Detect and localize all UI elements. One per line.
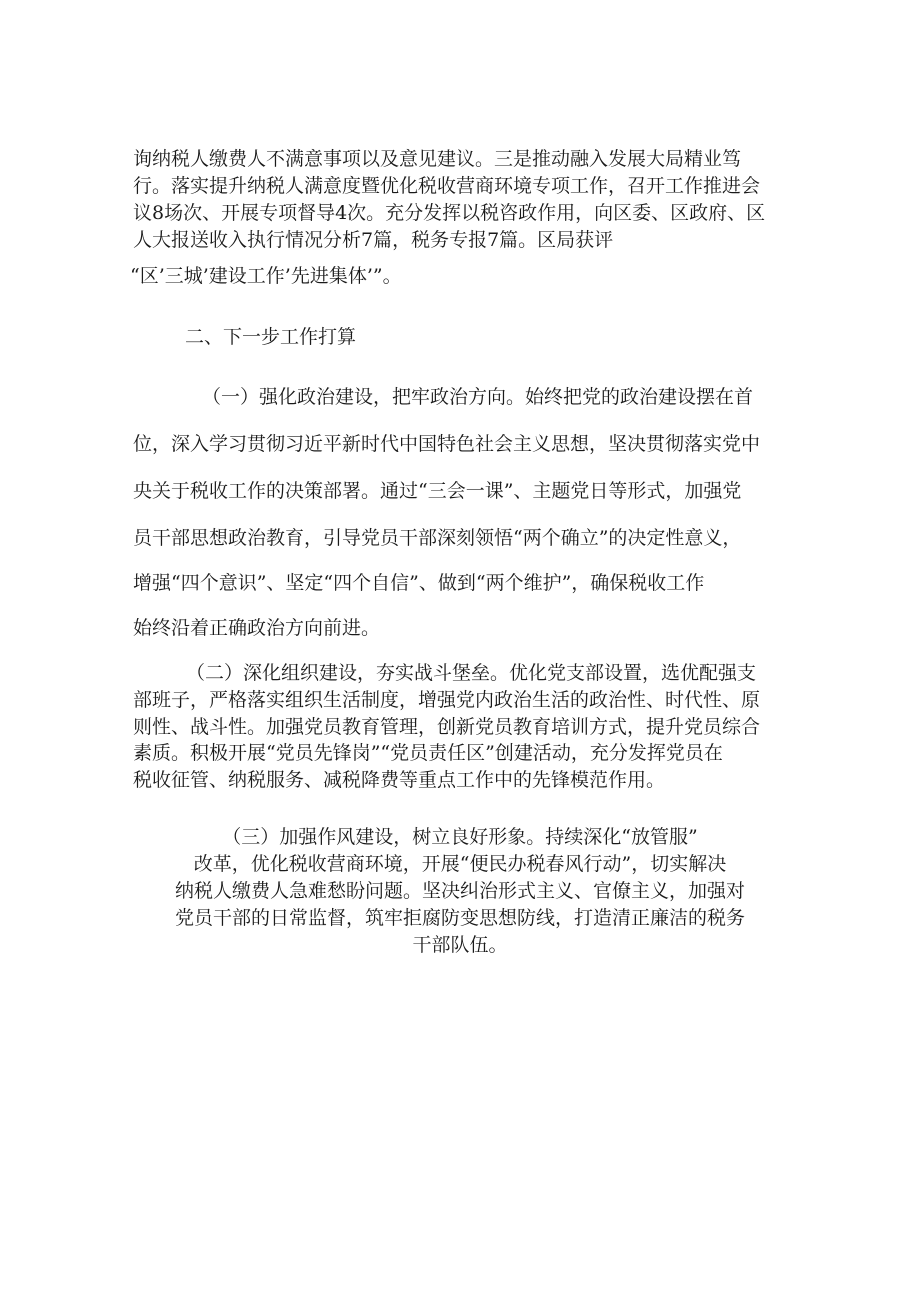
intro-line-3: 议8场次、开展专项督导4次。充分发挥以税咨政作用，向区委、区政府、区 xyxy=(133,202,766,224)
intro-line-2: 行。落实提升纳税人满意度暨优化税收营商环境专项工作，召开工作推进会 xyxy=(133,175,761,197)
section3-line-4: 党员干部的日常监督，筑牢拒腐防变思想防线，打造清正廉洁的税务 xyxy=(174,907,745,929)
section3-line-5: 干部队伍。 xyxy=(412,934,508,956)
intro-line-5: “区’三城’建设工作’先进集体’”。 xyxy=(130,265,402,287)
section2-line-3: 则性、战斗性。加强党员教育管理，创新党员教育培训方式，提升党员综合 xyxy=(133,716,761,738)
section2-line-2: 部班子，严格落实组织生活制度，增强党内政治生活的政治性、时代性、原 xyxy=(133,689,761,711)
section1-line-5: 增强“四个意识”、坚定“四个自信”、做到“两个维护”，确保税收工作 xyxy=(133,572,705,594)
section-heading: 二、下一步工作打算 xyxy=(185,326,357,348)
section3-line-2: 改革，优化税收营商环境，开展“便民办税春风行动”，切实解决 xyxy=(193,853,727,875)
section2-line-4: 素质。积极开展“党员先锋岗”“党员责任区”创建活动，充分发挥党员在 xyxy=(133,742,723,764)
section1-line-4: 员干部思想政治教育，引导党员干部深刻领悟“两个确立”的决定性意义， xyxy=(133,527,742,549)
section1-line-1: （一）强化政治建设，把牢政治方向。始终把党的政治建设摆在首 xyxy=(202,386,754,408)
intro-line-4: 人大报送收入执行情况分析7篇，税务专报7篇。区局获评 xyxy=(133,229,614,251)
section2-line-5: 税收征管、纳税服务、减税降费等重点工作中的先锋模范作用。 xyxy=(133,769,666,791)
intro-line-1: 询纳税人缴费人不满意事项以及意见建议。三是推动融入发展大局精业笃 xyxy=(133,148,742,170)
section3-line-3: 纳税人缴费人急难愁盼问题。坚决纠治形式主义、官僚主义，加强对 xyxy=(174,880,745,902)
section1-line-6: 始终沿着正确政治方向前进。 xyxy=(133,617,381,639)
section2-line-1: （二）深化组织建设，夯实战斗堡垒。优化党支部设置，选优配强支 xyxy=(186,662,757,684)
section1-line-2: 位，深入学习贯彻习近平新时代中国特色社会主义思想，坚决贯彻落实党中 xyxy=(133,433,761,455)
section1-line-3: 央关于税收工作的决策部署。通过“三会一课”、主题党日等形式，加强党 xyxy=(133,480,742,502)
section3-line-1: （三）加强作风建设，树立良好形象。持续深化“放管服” xyxy=(222,826,698,848)
